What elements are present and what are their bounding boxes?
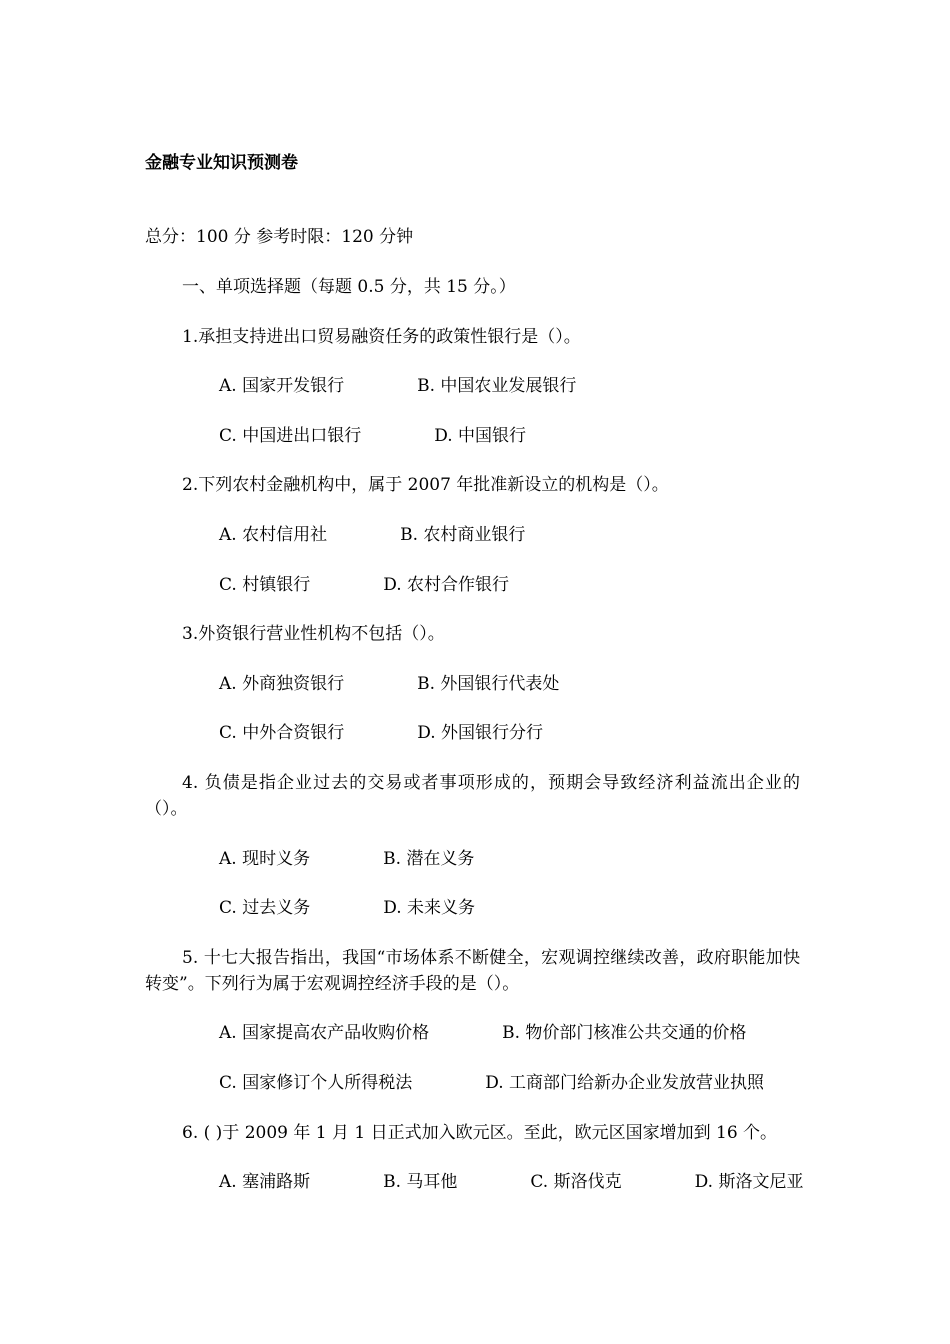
option-c: C. 村镇银行 xyxy=(219,574,311,595)
option-a: A. 国家提高农产品收购价格 xyxy=(219,1023,430,1044)
document-body xyxy=(145,274,804,1219)
option-d: D. 未来义务 xyxy=(383,898,476,919)
question-stem: 5. 十七大报告指出，我国“市场体系不断健全，宏观调控继续改善，政府职能加快转变”。下列行为属于宏观调控经济手段的是（）。 xyxy=(145,947,800,994)
option-c: C. 过去义务 xyxy=(219,898,311,919)
option-a: A. 农村信用社 xyxy=(219,524,328,545)
option-row xyxy=(145,1020,800,1046)
question-stem: 4. 负债是指企业过去的交易或者事项形成的，预期会导致经济利益流出企业的（）。 xyxy=(145,772,800,819)
option-c: C. 国家修订个人所得税法 xyxy=(219,1072,413,1093)
option-c: C. 中国进出口银行 xyxy=(219,425,362,446)
question-stem: 1.承担支持进出口贸易融资任务的政策性银行是（）。 xyxy=(182,326,581,347)
option-d: D. 斯洛文尼亚 xyxy=(694,1172,804,1193)
option-a: A. 国家开发银行 xyxy=(219,376,345,397)
option-b: B. 中国农业发展银行 xyxy=(417,376,577,397)
option-a: A. 现时义务 xyxy=(219,848,311,869)
option-row xyxy=(145,1070,800,1096)
option-b: B. 外国银行代表处 xyxy=(417,673,560,694)
option-a: A. 外商独资银行 xyxy=(219,673,345,694)
option-row xyxy=(145,895,800,921)
option-a: A. 塞浦路斯 xyxy=(219,1172,311,1193)
question-stem: 3.外资银行营业性机构不包括（）。 xyxy=(182,624,445,645)
question-stem: 6. ( )于 2009 年 1 月 1 日正式加入欧元区。至此，欧元区国家增加到 16 个。 xyxy=(182,1122,778,1143)
option-b: B. 马耳他 xyxy=(383,1172,458,1193)
document-title: 金融专业知识预测卷 xyxy=(145,153,298,173)
option-d: D. 农村合作银行 xyxy=(383,574,510,595)
option-row xyxy=(145,423,800,449)
option-c: C. 中外合资银行 xyxy=(219,723,345,744)
option-b: B. 物价部门核准公共交通的价格 xyxy=(502,1023,747,1044)
option-d: D. 外国银行分行 xyxy=(417,723,544,744)
option-row xyxy=(145,522,800,548)
option-d: D. 中国银行 xyxy=(434,425,527,446)
option-row xyxy=(145,373,800,399)
option-c: C. 斯洛伐克 xyxy=(530,1172,622,1193)
option-row xyxy=(145,671,800,697)
option-row xyxy=(145,846,800,872)
option-d: D. 工商部门给新办企业发放营业执照 xyxy=(485,1072,765,1093)
section-heading: 一、单项选择题（每题 0.5 分，共 15 分。） xyxy=(182,277,516,297)
question-stem: 2.下列农村金融机构中，属于 2007 年批准新设立的机构是（）。 xyxy=(182,475,669,496)
option-row xyxy=(145,1169,804,1195)
option-b: B. 潜在义务 xyxy=(383,848,475,869)
exam-meta: 总分：100 分 参考时限：120 分钟 xyxy=(145,227,414,247)
option-row xyxy=(145,572,800,598)
option-b: B. 农村商业银行 xyxy=(400,524,526,545)
option-row xyxy=(145,720,800,746)
